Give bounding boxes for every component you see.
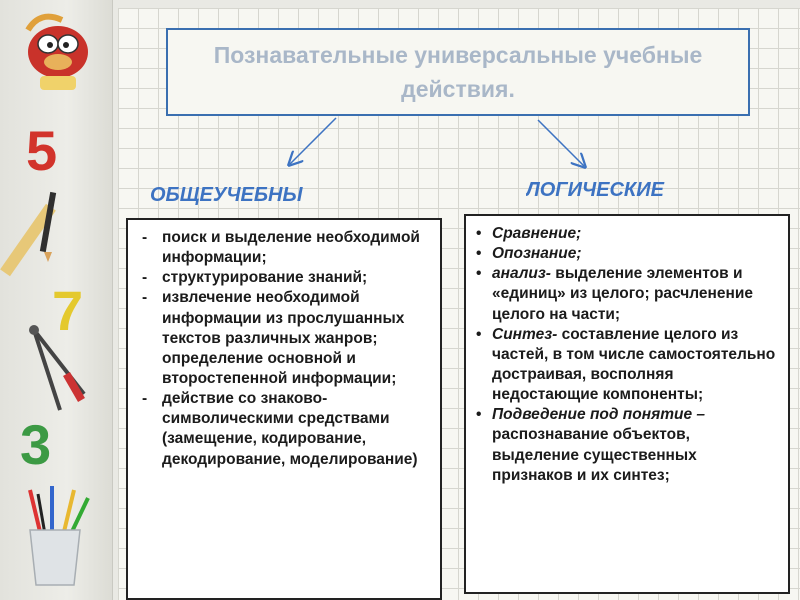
item-keyword: Синтез- bbox=[492, 325, 558, 343]
list-item bbox=[492, 405, 780, 486]
decorative-sidebar bbox=[0, 0, 113, 600]
item-keyword: Опознание; bbox=[492, 245, 582, 263]
general-actions-box bbox=[126, 218, 442, 600]
slide-title: Познавательные универсальные учебные действия. bbox=[213, 41, 703, 102]
list-item bbox=[492, 244, 780, 264]
general-actions-list bbox=[128, 220, 440, 470]
item-text: составление целого из частей, в том числе самостоятельно достраивая, восполняя недостающие компоненты; bbox=[492, 325, 776, 404]
slide-area bbox=[118, 8, 800, 600]
ruler-pencil-icon bbox=[0, 192, 56, 276]
svg-text:5: 5 bbox=[26, 119, 58, 182]
list-item bbox=[492, 224, 780, 244]
heading-logical: ЛОГИЧЕСКИЕ bbox=[526, 179, 664, 201]
svg-text:7: 7 bbox=[52, 279, 84, 342]
list-item: - извлечение необходимой информации из прослушанных текстов различных жанров; определение основной и второстепенной информации; bbox=[162, 288, 430, 389]
item-text: распознавание объектов, выделение существенных признаков и их синтез; bbox=[492, 426, 697, 484]
cartoon-owl-icon bbox=[28, 17, 88, 90]
list-item bbox=[492, 264, 780, 324]
number-7-icon bbox=[52, 279, 83, 342]
logical-actions-box bbox=[464, 214, 790, 594]
item-keyword: Подведение под понятие – bbox=[492, 406, 705, 424]
arrow-left bbox=[290, 118, 336, 164]
list-item bbox=[492, 325, 780, 406]
svg-text:3: 3 bbox=[20, 413, 52, 476]
arrow-right bbox=[538, 120, 584, 166]
item-keyword: Сравнение; bbox=[492, 225, 582, 242]
list-item: - действие со знаково-символическими средствами (замещение, кодирование, декодирование, моделирование) bbox=[162, 389, 430, 470]
heading-general-educational: ОБЩЕУЧЕБНЫ bbox=[150, 184, 303, 206]
logical-actions-list bbox=[466, 216, 788, 486]
item-keyword: анализ- bbox=[492, 265, 551, 283]
list-item: - поиск и выделение необходимой информации; bbox=[162, 228, 430, 268]
number-5-icon bbox=[26, 119, 57, 182]
list-item: - структурирование знаний; bbox=[162, 268, 430, 288]
pencil-cup-icon bbox=[30, 486, 88, 585]
item-text: выделение элементов и «единиц» из целого; расчленение целого на части; bbox=[492, 265, 754, 323]
number-3-icon bbox=[20, 413, 51, 476]
sidebar-illustrations bbox=[0, 0, 112, 600]
